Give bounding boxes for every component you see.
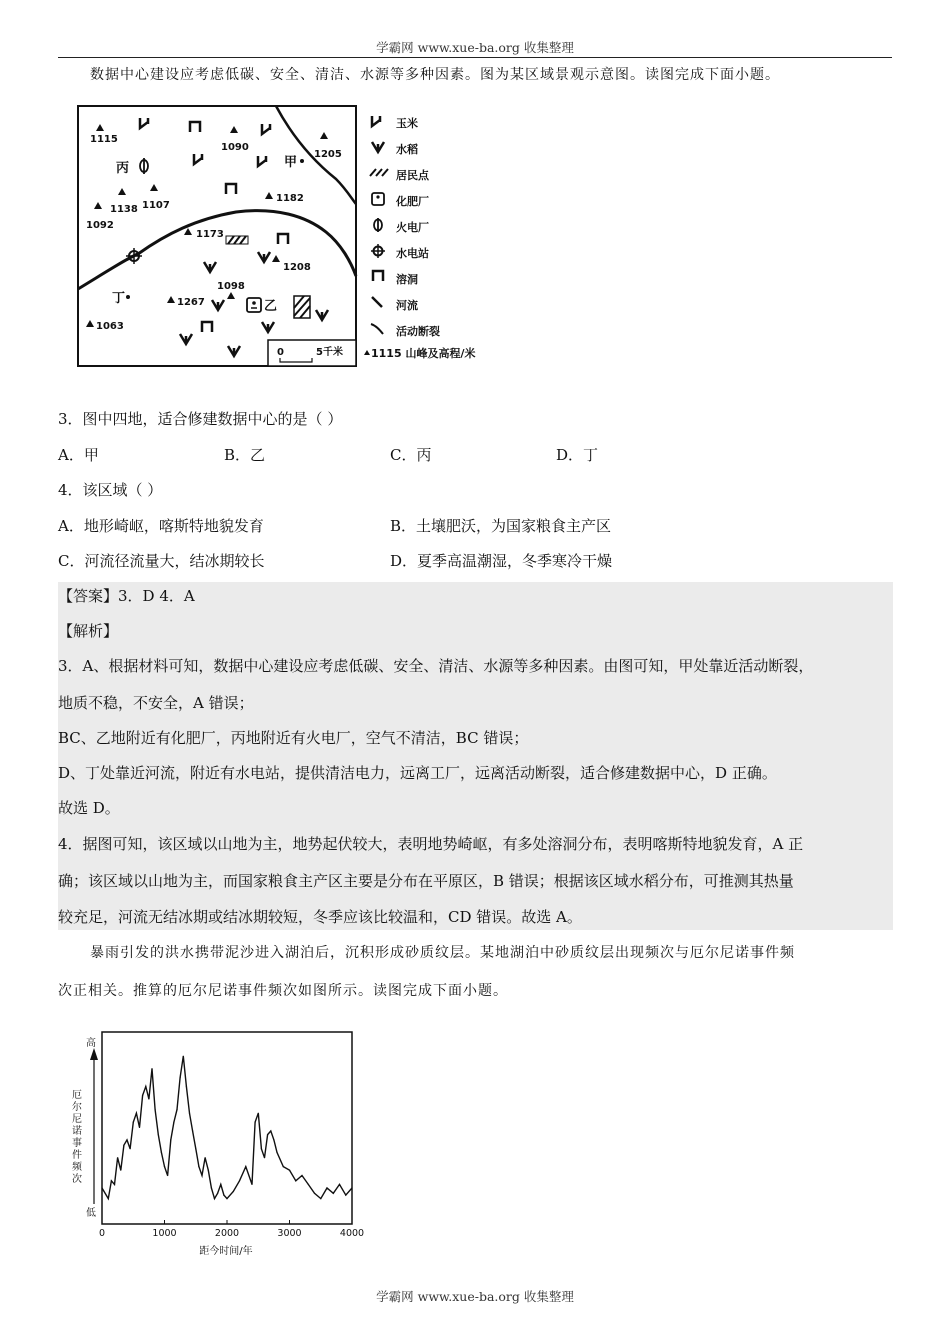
place-label-bing: 丙 xyxy=(116,161,130,176)
legend-item: 火电厂 xyxy=(396,221,429,234)
data-point xyxy=(308,1184,309,1185)
intro-2-line-1: 暴雨引发的洪水携带泥沙进入湖泊后，沉积形成砂质纹层。某地湖泊中砂质纹层出现频次与厄尔尼诺事件频 xyxy=(90,945,795,961)
q3-option-a[interactable]: A．甲 xyxy=(58,446,99,464)
landscape-map xyxy=(76,104,478,368)
data-point xyxy=(114,1184,115,1185)
peak-label: 1115 xyxy=(90,134,118,145)
legend-item: 河流 xyxy=(396,299,418,312)
scale-zero: 0 xyxy=(277,347,284,358)
x-tick-label: 3000 xyxy=(277,1228,302,1239)
q4-option-a[interactable]: A．地形崎岖，喀斯特地貌发育 xyxy=(58,517,264,535)
data-point xyxy=(136,1113,137,1114)
data-point xyxy=(195,1148,196,1149)
y-axis-label xyxy=(72,1089,83,1185)
place-label-jia: 甲 xyxy=(284,155,298,170)
answer-line: 【答案】3．D 4．A xyxy=(58,587,195,605)
x-tick-label: 2000 xyxy=(214,1228,240,1239)
peak-label: 1208 xyxy=(283,262,311,273)
intro-2-line-2: 次正相关。推算的厄尔尼诺事件频次如图所示。读图完成下面小题。 xyxy=(58,983,508,999)
analysis-line: 故选 D。 xyxy=(58,799,120,817)
y-axis-label-char: 尼 xyxy=(72,1114,82,1125)
data-point xyxy=(314,1193,315,1194)
data-point xyxy=(198,1166,199,1167)
data-point xyxy=(120,1170,121,1171)
data-point xyxy=(192,1130,193,1131)
data-point xyxy=(301,1175,302,1176)
data-point xyxy=(164,1166,165,1167)
y-axis-label-char: 件 xyxy=(72,1150,82,1161)
legend-peak-icon xyxy=(364,350,370,355)
q4-option-b[interactable]: B．土壤肥沃，为国家粮食主产区 xyxy=(390,517,612,535)
x-axis-label: 距今时间/年 xyxy=(199,1246,253,1257)
legend-residential-icon xyxy=(370,169,388,176)
data-point xyxy=(161,1152,162,1153)
place-label-ding: 丁 xyxy=(112,291,126,306)
data-point xyxy=(111,1180,112,1181)
legend-thermal-power-plant-icon xyxy=(374,218,382,232)
data-point xyxy=(183,1056,184,1057)
peak-label: 1098 xyxy=(217,281,245,292)
legend-rice-icon xyxy=(372,142,384,152)
peak-label: 1182 xyxy=(276,193,304,204)
q4-option-d[interactable]: D．夏季高温潮湿，冬季寒冷干燥 xyxy=(390,552,613,570)
data-point xyxy=(126,1139,127,1140)
legend-hydropower-station-icon xyxy=(371,244,385,258)
data-point xyxy=(217,1193,218,1194)
data-point xyxy=(333,1193,334,1194)
data-point xyxy=(167,1175,168,1176)
q3-option-c[interactable]: C．丙 xyxy=(390,446,432,464)
data-point xyxy=(273,1139,274,1140)
data-point xyxy=(180,1077,181,1078)
peak-label: 1173 xyxy=(196,229,224,240)
scale-distance: 5千米 xyxy=(316,347,343,358)
y-axis-label-char: 事 xyxy=(72,1138,82,1149)
data-point xyxy=(151,1068,152,1069)
data-point xyxy=(261,1148,262,1149)
data-point xyxy=(142,1095,143,1096)
q4-stem: 4．该区域（ ） xyxy=(58,481,163,499)
legend-cave-icon xyxy=(373,271,383,281)
data-point xyxy=(145,1086,146,1087)
y-top-label: 高 xyxy=(86,1038,96,1049)
data-point xyxy=(148,1098,149,1099)
legend-item: 玉米 xyxy=(396,117,418,130)
page-footer: 学霸网 www.xue-ba.org 收集整理 xyxy=(376,1289,574,1304)
data-point xyxy=(139,1127,140,1128)
data-point xyxy=(320,1198,321,1199)
analysis-line: 确；该区域以山地为主，而国家粮食主产区主要是分布在平原区，B 错误；根据该区域水稻分布，可推测其热量 xyxy=(58,872,794,890)
legend-item: 居民点 xyxy=(396,169,429,182)
data-point xyxy=(339,1184,340,1185)
legend-item: 水电站 xyxy=(396,247,429,260)
data-point xyxy=(186,1086,187,1087)
peak-label: 1267 xyxy=(177,297,205,308)
q3-option-d[interactable]: D．丁 xyxy=(556,446,599,464)
analysis-line: D、丁处靠近河流，附近有水电站，提供清洁电力，远离工厂，远离活动断裂，适合修建数据中心，D 正确。 xyxy=(58,764,777,782)
analysis-line: BC、乙地附近有化肥厂，丙地附近有火电厂，空气不清洁，BC 错误； xyxy=(58,729,529,747)
data-point xyxy=(283,1166,284,1167)
legend-item: 化肥厂 xyxy=(396,195,429,208)
analysis-line: 3．A、根据材料可知，数据中心建设应考虑低碳、安全、清洁、水源等多种因素。由图可知，甲处靠近活动断裂， xyxy=(58,657,814,675)
data-point xyxy=(208,1170,209,1171)
legend-river-icon xyxy=(372,297,382,307)
data-point xyxy=(264,1157,265,1158)
data-point xyxy=(289,1170,290,1171)
data-point xyxy=(101,1187,102,1188)
legend-corn-icon xyxy=(372,116,380,126)
analysis-line: 4．据图可知，该区域以山地为主，地势起伏较大，表明地势崎岖，有多处溶洞分布，表明喀斯特地貌发育，A 正 xyxy=(58,835,804,853)
data-point xyxy=(251,1184,252,1185)
page-header: 学霸网 www.xue-ba.org 收集整理 xyxy=(376,40,574,55)
data-point xyxy=(345,1194,346,1195)
legend-item: 水稻 xyxy=(396,143,418,156)
data-point xyxy=(223,1194,224,1195)
data-point xyxy=(173,1122,174,1123)
peak-label: 1138 xyxy=(110,204,138,215)
y-axis-label-char: 频 xyxy=(72,1162,82,1173)
legend-fault-icon xyxy=(371,324,383,334)
data-point xyxy=(214,1198,215,1199)
data-point xyxy=(117,1157,118,1158)
y-axis-label-char: 诺 xyxy=(72,1126,82,1137)
data-point xyxy=(201,1175,202,1176)
legend-fertilizer-plant-icon xyxy=(372,193,384,205)
q4-option-c[interactable]: C．河流径流量大，结冰期较长 xyxy=(58,552,265,570)
data-point xyxy=(189,1113,190,1114)
y-arrow-head xyxy=(90,1048,98,1060)
y-axis-label-char: 次 xyxy=(72,1174,82,1185)
peak-label: 1090 xyxy=(221,142,249,153)
data-point xyxy=(245,1166,246,1167)
data-point xyxy=(176,1109,177,1110)
data-point xyxy=(233,1191,234,1192)
legend-item: 活动断裂 xyxy=(396,325,440,338)
data-point xyxy=(155,1109,156,1110)
peak-label: 1205 xyxy=(314,149,342,160)
data-point xyxy=(276,1152,277,1153)
x-tick-label: 4000 xyxy=(339,1228,365,1239)
data-point xyxy=(205,1157,206,1158)
analysis-title: 【解析】 xyxy=(58,622,119,640)
analysis-line: 较充足，河流无结冰期或结冰期较短，冬季应该比较温和，CD 错误。故选 A。 xyxy=(58,908,582,926)
y-bottom-label: 低 xyxy=(86,1208,96,1219)
peak-label: 1107 xyxy=(142,200,170,211)
place-label-yi: 乙 xyxy=(264,299,278,314)
data-point xyxy=(108,1198,109,1199)
q3-stem: 3．图中四地，适合修建数据中心的是（ ） xyxy=(58,410,343,428)
data-point xyxy=(267,1134,268,1135)
analysis-line: 地质不稳，不安全，A 错误； xyxy=(58,694,254,712)
data-point xyxy=(351,1187,352,1188)
intro-1: 数据中心建设应考虑低碳、安全、清洁、水源等多种因素。图为某区域景观示意图。读图完成下面小题。 xyxy=(90,67,780,83)
data-point xyxy=(239,1180,240,1181)
data-point xyxy=(295,1180,296,1181)
el-nino-chart xyxy=(68,1028,368,1264)
data-point xyxy=(158,1134,159,1135)
data-point xyxy=(123,1145,124,1146)
data-point xyxy=(211,1187,212,1188)
y-axis-label-char: 尔 xyxy=(72,1102,82,1113)
header-divider xyxy=(58,57,892,58)
data-point xyxy=(170,1139,171,1140)
data-point xyxy=(258,1113,259,1114)
q3-option-b[interactable]: B．乙 xyxy=(224,446,266,464)
data-point xyxy=(326,1187,327,1188)
peak-label: 1063 xyxy=(96,321,124,332)
x-tick-label: 1000 xyxy=(152,1228,177,1239)
data-point xyxy=(220,1184,221,1185)
data-point xyxy=(226,1198,227,1199)
data-point xyxy=(133,1122,134,1123)
legend-item: 1115 山峰及高程/米 xyxy=(371,347,476,360)
x-tick-label: 0 xyxy=(98,1228,106,1239)
peak-label: 1092 xyxy=(86,220,114,231)
legend-item: 溶洞 xyxy=(396,273,418,286)
y-axis-label-char: 厄 xyxy=(72,1090,82,1101)
data-point xyxy=(270,1130,271,1131)
data-point xyxy=(255,1122,256,1123)
data-point xyxy=(130,1148,131,1149)
